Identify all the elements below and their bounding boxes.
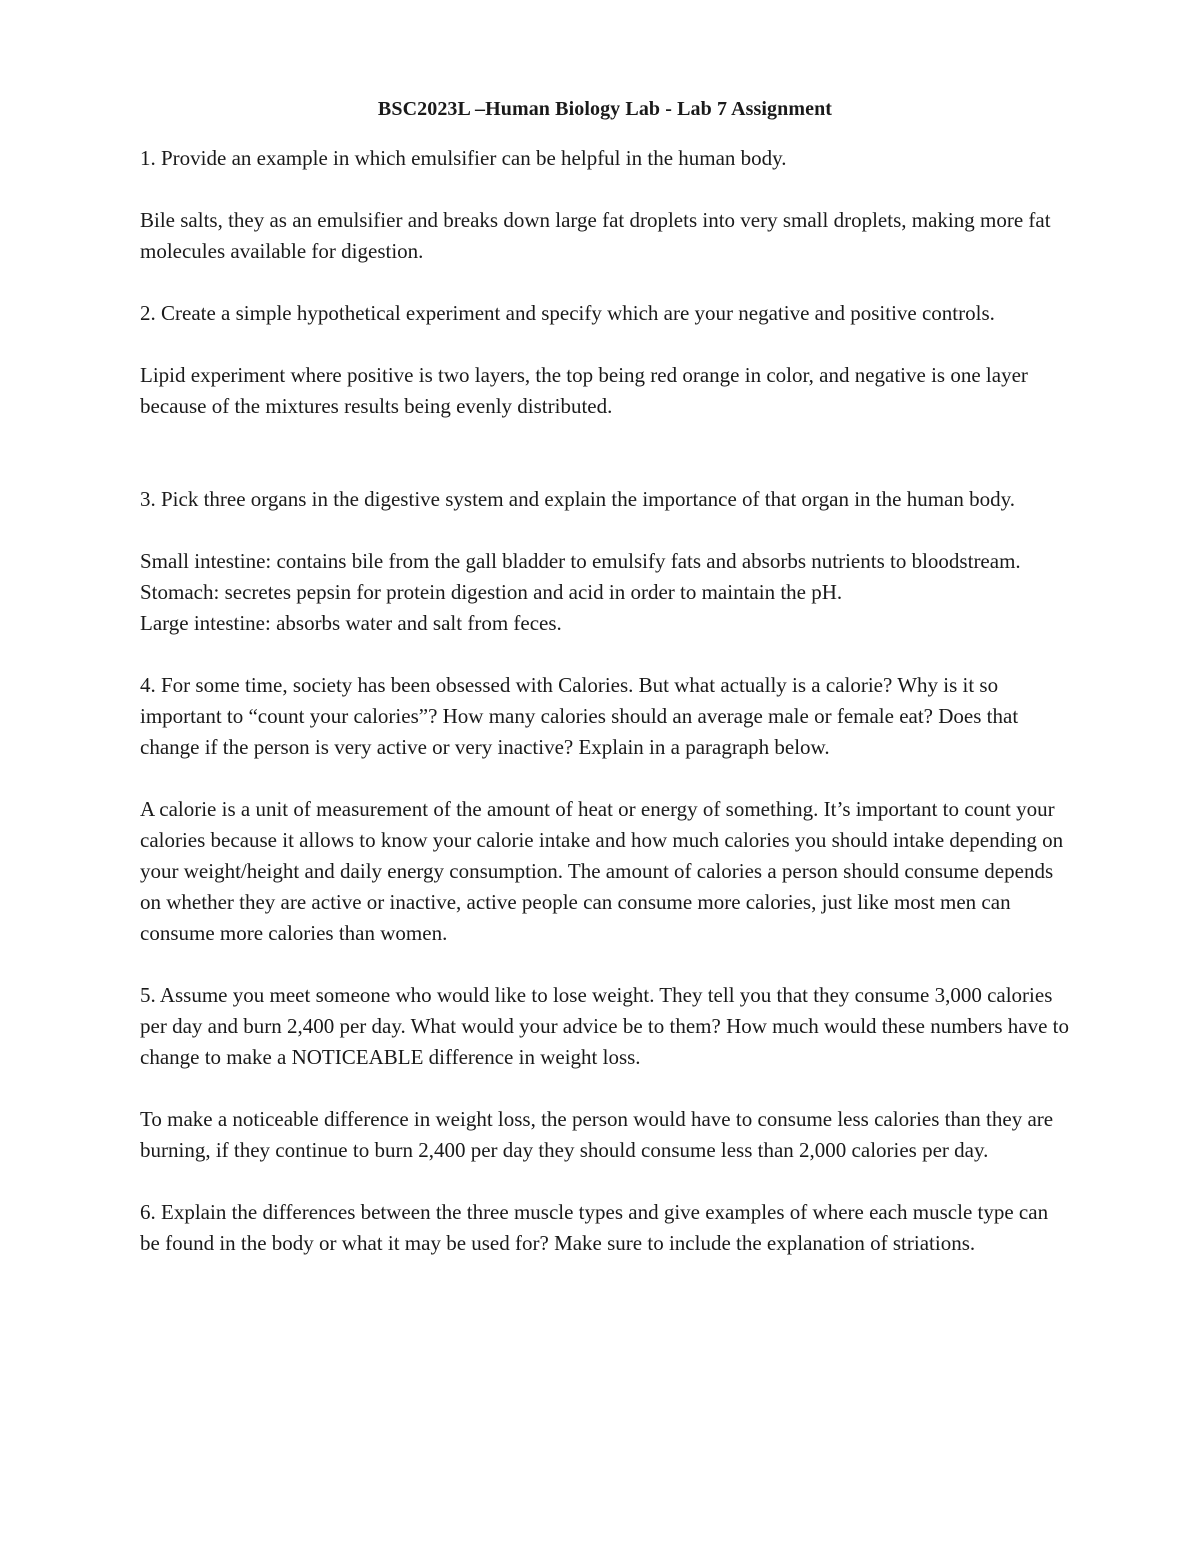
question-5: 5. Assume you meet someone who would like to lose weight. They tell you that they consume 3,000 calories per day and burn 2,400 per day. What would your advice be to them? How much would these numbers have to change to make a NOTICEABLE difference in weight loss. (140, 983, 1070, 1069)
question-6: 6. Explain the differences between the three muscle types and give examples of where each muscle type can be found in the body or what it may be used for? Make sure to include the explanation of striations. (140, 1200, 1049, 1255)
answer-3-line: Stomach: secretes pepsin for protein digestion and acid in order to maintain the pH. (140, 580, 843, 604)
answer-4: A calorie is a unit of measurement of the amount of heat or energy of something. It’s important to count your calories because it allows to know your calorie intake and how much calories you should intake depending on your weight/height and daily energy consumption. The amount of calories a person should consume depends on whether they are active or inactive, active people can consume more calories, just like most men can consume more calories than women. (140, 797, 1064, 945)
question-3: 3. Pick three organs in the digestive system and explain the importance of that organ in the human body. (140, 487, 1015, 511)
answer-3 (140, 546, 1070, 639)
question-1: 1. Provide an example in which emulsifier can be helpful in the human body. (140, 146, 787, 170)
answer-5: To make a noticeable difference in weight loss, the person would have to consume less calories than they are burning, if they continue to burn 2,400 per day they should consume less than 2,000 calories per day. (140, 1107, 1054, 1162)
answer-3-line: Large intestine: absorbs water and salt from feces. (140, 611, 562, 635)
question-2: 2. Create a simple hypothetical experiment and specify which are your negative and positive controls. (140, 301, 995, 325)
document-body (140, 96, 1070, 1290)
answer-2: Lipid experiment where positive is two layers, the top being red orange in color, and negative is one layer because of the mixtures results being evenly distributed. (140, 363, 1028, 418)
question-4: 4. For some time, society has been obsessed with Calories. But what actually is a calorie? Why is it so important to “count your calories”? How many calories should an average male or female eat? Does that change if the person is very active or very inactive? Explain in a paragraph below. (140, 673, 1019, 759)
document-title: BSC2023L –Human Biology Lab - Lab 7 Assignment (377, 98, 833, 120)
answer-3-line: Small intestine: contains bile from the gall bladder to emulsify fats and absorbs nutrients to bloodstream. (140, 549, 1021, 573)
answer-1: Bile salts, they as an emulsifier and breaks down large fat droplets into very small droplets, making more fat molecules available for digestion. (140, 208, 1051, 263)
